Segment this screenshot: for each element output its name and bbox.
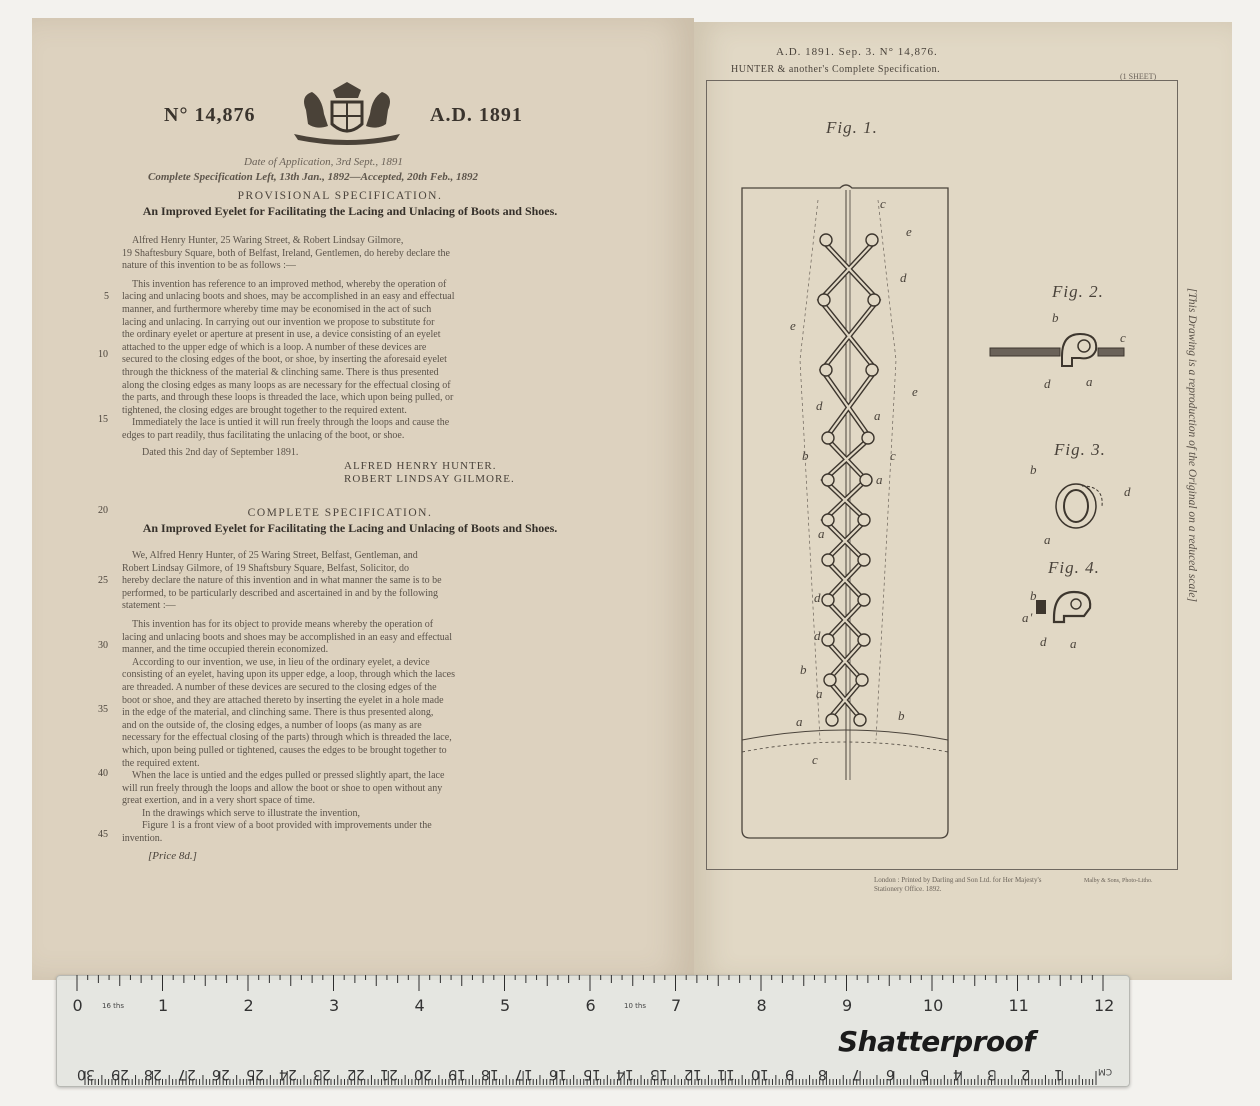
fig1-letter: b bbox=[898, 708, 906, 723]
fig4-letter: a bbox=[1070, 636, 1078, 651]
ruler-cm-label: 3 bbox=[986, 1066, 996, 1082]
ruler-inch-label: 11 bbox=[1008, 996, 1029, 1015]
ruler-cm-label: 30 bbox=[77, 1066, 95, 1082]
provisional-line: through the thickness of the material & clinching same. There is thus presented bbox=[122, 366, 439, 378]
line-number: 15 bbox=[98, 414, 108, 425]
complete-line: lacing and unlacing boots and shoes may be accomplished in an easy and effectual bbox=[122, 631, 452, 643]
ruler-cm-label: 18 bbox=[481, 1066, 500, 1082]
complete-line: which, upon being pulled or tightened, causes the edges to be brought together to bbox=[122, 744, 447, 756]
ruler-cm-label: 14 bbox=[616, 1066, 635, 1082]
complete-line: necessary for the effectual closing of the parts) through which is threaded the lace, bbox=[122, 732, 452, 744]
fig1-letter: c bbox=[880, 196, 887, 211]
fig1-letter: a bbox=[818, 526, 826, 541]
ruler-cm-label: 11 bbox=[717, 1066, 736, 1082]
fig2-letter: a bbox=[1086, 374, 1094, 389]
signers bbox=[344, 460, 515, 486]
fig1-label: Fig. 1. bbox=[826, 118, 878, 137]
patent-year: A.D. 1891 bbox=[430, 104, 523, 126]
complete-line: invention. bbox=[122, 833, 163, 845]
tenths-label: 10 ths bbox=[624, 1002, 646, 1010]
line-number: 5 bbox=[104, 291, 109, 302]
sixteenths-label: 16 ths bbox=[102, 1002, 124, 1010]
complete-line: When the lace is untied and the edges pulled or pressed slightly apart, the lace bbox=[132, 770, 445, 782]
ruler-inch-label: 12 bbox=[1094, 996, 1115, 1015]
complete-line: consisting of an eyelet, having upon its upper edge, a loop, through which the laces bbox=[122, 669, 455, 681]
fig1-letter: a bbox=[876, 472, 884, 487]
provisional-line: lacing and unlacing boots and shoes, may be accomplished in an easy and effectual bbox=[122, 291, 455, 303]
complete-line: manner, and the time occupied therein economized. bbox=[122, 644, 329, 656]
fig2-letter: d bbox=[1044, 376, 1052, 391]
ruler-cm-label: 16 bbox=[548, 1066, 567, 1082]
ruler-cm-label: 7 bbox=[852, 1066, 862, 1082]
signer-2: ROBERT LINDSAY GILMORE. bbox=[344, 473, 515, 485]
fig1-letter: c bbox=[890, 448, 897, 463]
ruler-cm-label: 10 bbox=[751, 1066, 769, 1082]
ruler-inch-label: 9 bbox=[842, 996, 853, 1015]
fig4-letter: b bbox=[1030, 588, 1038, 603]
fig2-label: Fig. 2. bbox=[1052, 282, 1104, 301]
drawing-subheader: HUNTER & another's Complete Specification. bbox=[731, 64, 941, 75]
line-number: 35 bbox=[98, 704, 108, 715]
provisional-heading: PROVISIONAL SPECIFICATION. bbox=[237, 190, 443, 202]
provisional-body bbox=[122, 235, 574, 459]
ruler-inch-label: 2 bbox=[243, 996, 254, 1015]
complete-line: are threaded. A number of these devices are secured to the closing edges of the bbox=[122, 681, 437, 693]
ruler-cm-label: 21 bbox=[380, 1066, 399, 1082]
drawing-header: A.D. 1891. Sep. 3. N° 14,876. bbox=[776, 46, 938, 58]
line-number: 20 bbox=[98, 505, 108, 516]
complete-title: An Improved Eyelet for Facilitating the Lacing and Unlacing of Boots and Shoes. bbox=[142, 521, 558, 535]
line-number: 45 bbox=[98, 829, 108, 840]
fig4-letter: d bbox=[1040, 634, 1048, 649]
complete-line: boot or shoe, and they are attached thereto by inserting the eyelet in a hole made bbox=[122, 694, 444, 706]
complete-line: Robert Lindsay Gilmore, of 19 Shaftsbury Square, Belfast, Solicitor, do bbox=[122, 562, 410, 574]
fig3-letter: b bbox=[1030, 462, 1038, 477]
ruler-cm-label: 27 bbox=[178, 1066, 196, 1082]
fig1-letter: d bbox=[816, 398, 824, 413]
fig1-letter: b bbox=[800, 662, 808, 677]
fig1-letter: d bbox=[814, 590, 822, 605]
provisional-line: the ordinary eyelet or aperture at present in use, a device consisting of an eyelet bbox=[122, 329, 441, 341]
ruler-cm-label: 6 bbox=[885, 1066, 895, 1082]
provisional-line: lacing and unlacing. In carrying out our invention we propose to substitute for bbox=[122, 316, 435, 328]
ruler-cm-label: 17 bbox=[515, 1066, 533, 1082]
ruler-cm-label: 26 bbox=[211, 1066, 230, 1082]
line-number: 40 bbox=[98, 768, 108, 779]
provisional-line: attached to the upper edge of which is a loop. A number of these devices are bbox=[122, 341, 427, 353]
fig3-label: Fig. 3. bbox=[1054, 440, 1106, 459]
ruler-inch-label: 1 bbox=[158, 996, 169, 1015]
provisional-line: 19 Shaftesbury Square, both of Belfast, Ireland, Gentlemen, do hereby declare the bbox=[122, 247, 450, 259]
line-number: 25 bbox=[98, 575, 108, 586]
patent-number: N° 14,876 bbox=[164, 104, 256, 126]
ruler-inch-label: 3 bbox=[329, 996, 340, 1015]
complete-heading: COMPLETE SPECIFICATION. bbox=[247, 507, 433, 519]
ruler-cm-label: 28 bbox=[144, 1066, 163, 1082]
provisional-line: edges to part readily, thus facilitating the unlacing of the boot, or shoe. bbox=[122, 429, 405, 441]
fig1-letter: e bbox=[912, 384, 919, 399]
complete-line: performed, to be particularly described and ascertained in and by the following bbox=[122, 587, 438, 599]
signer-1: ALFRED HENRY HUNTER. bbox=[344, 460, 497, 472]
eyelet-section-fig2-icon bbox=[988, 326, 1128, 376]
complete-line: statement :— bbox=[122, 600, 176, 612]
provisional-line: nature of this invention to be as follows :— bbox=[122, 260, 296, 272]
provisional-line: along the closing edges as many loops as are necessary for the effectual closing of bbox=[122, 379, 451, 391]
ruler-inch-label: 8 bbox=[756, 996, 767, 1015]
boot-drawing-icon bbox=[740, 180, 960, 840]
ruler-cm-label: 1 bbox=[1054, 1066, 1064, 1082]
complete-line: the required extent. bbox=[122, 757, 200, 769]
application-date: Date of Application, 3rd Sept., 1891 bbox=[244, 156, 403, 168]
ruler-cm-label: 19 bbox=[447, 1066, 466, 1082]
complete-specification-date: Complete Specification Left, 13th Jan., 1892—Accepted, 20th Feb., 1892 bbox=[148, 171, 478, 183]
ruler-brand: Shatterproof bbox=[838, 1025, 1036, 1058]
complete-line: According to our invention, we use, in lieu of the ordinary eyelet, a device bbox=[132, 656, 430, 668]
lithographer-credit: Malby & Sons, Photo-Litho. bbox=[1084, 878, 1153, 884]
cm-unit-label: CM bbox=[1098, 1066, 1113, 1076]
complete-line: This invention has for its object to provide means whereby the operation of bbox=[132, 618, 434, 630]
ruler-inch-label: 5 bbox=[500, 996, 511, 1015]
provisional-line: This invention has reference to an improved method, whereby the operation of bbox=[132, 278, 447, 290]
complete-line: great exertion, and in a very short space of time. bbox=[122, 795, 315, 807]
fig3-letter: a bbox=[1044, 532, 1052, 547]
ruler-cm-label: 2 bbox=[1020, 1066, 1030, 1082]
complete-line: and on the outside of, the closing edges, a number of loops (as many as are bbox=[122, 719, 422, 731]
provisional-line: the parts, and through these loops is threaded the lace, which upon being pulled, or bbox=[122, 392, 454, 404]
fig3-letter: d bbox=[1124, 484, 1132, 499]
provisional-line: manner, and furthermore whereby time may be economised in the act of such bbox=[122, 303, 432, 315]
provisional-line: Dated this 2nd day of September 1891. bbox=[142, 446, 299, 458]
provisional-line: Immediately the lace is untied it will run freely through the loops and cause the bbox=[132, 417, 450, 429]
line-number: 10 bbox=[98, 349, 108, 360]
complete-line: In the drawings which serve to illustrate the invention, bbox=[142, 807, 361, 819]
ruler-inch-label: 0 bbox=[72, 996, 83, 1015]
ruler-cm-label: 9 bbox=[784, 1066, 794, 1082]
ruler-cm-label: 22 bbox=[346, 1066, 365, 1082]
fig2-letter: c bbox=[1120, 330, 1127, 345]
ruler-cm-label: 13 bbox=[649, 1066, 668, 1082]
line-number: 30 bbox=[98, 640, 108, 651]
ruler-cm-label: 4 bbox=[953, 1066, 963, 1082]
fig1-letter: a bbox=[796, 714, 804, 729]
fig4-label: Fig. 4. bbox=[1048, 558, 1100, 577]
fig1-letter: b bbox=[802, 448, 810, 463]
ruler-cm-label: 23 bbox=[312, 1066, 331, 1082]
fig4-letter: a' bbox=[1022, 610, 1034, 625]
fig1-letter: d bbox=[900, 270, 908, 285]
ruler-cm-label: 5 bbox=[919, 1066, 929, 1082]
fig1-letter: d bbox=[814, 628, 822, 643]
fig1-letter: e bbox=[906, 224, 913, 239]
sheet-label: (1 SHEET) bbox=[1120, 72, 1157, 81]
provisional-title: An Improved Eyelet for Facilitating the Lacing and Unlacing of Boots and Shoes. bbox=[142, 204, 558, 218]
ruler-cm-label: 12 bbox=[683, 1066, 702, 1082]
ruler-cm-label: 25 bbox=[245, 1066, 264, 1082]
complete-line: hereby declare the nature of this invention and in what manner the same is to be bbox=[122, 575, 442, 587]
complete-body bbox=[122, 550, 574, 846]
ruler-inch-label: 4 bbox=[414, 996, 425, 1015]
printer-credit: London : Printed by Darling and Son Ltd. for Her Majesty's Stationery Office. 1892. bbox=[874, 876, 1042, 893]
ruler-cm-label: 15 bbox=[582, 1066, 601, 1082]
fig1-letter: a bbox=[874, 408, 882, 423]
ruler-cm-label: 20 bbox=[414, 1066, 432, 1082]
royal-coat-of-arms-icon bbox=[288, 80, 406, 146]
eyelet-section-fig4-icon bbox=[1034, 586, 1114, 628]
fig1-letter: a bbox=[816, 686, 824, 701]
ruler-cm-label: 8 bbox=[818, 1066, 828, 1082]
ruler-cm-label: 29 bbox=[110, 1066, 129, 1082]
reproduction-note: [This Drawing is a reproduction of the Original on a reduced scale] bbox=[1186, 288, 1198, 603]
complete-line: We, Alfred Henry Hunter, of 25 Waring Street, Belfast, Gentleman, and bbox=[132, 550, 418, 561]
ruler-cm-label: 24 bbox=[279, 1066, 298, 1082]
eyelet-section-fig3-icon bbox=[1046, 476, 1112, 534]
ruler-inch-label: 7 bbox=[671, 996, 682, 1015]
complete-line: in the edge of the material, and clinching same. There is thus presented along, bbox=[122, 707, 434, 719]
provisional-line: tightened, the closing edges are brought together to the required extent. bbox=[122, 404, 407, 416]
provisional-line: secured to the closing edges of the boot, or shoe, by inserting the aforesaid eyelet bbox=[122, 354, 447, 366]
ruler-inch-label: 6 bbox=[585, 996, 596, 1015]
ruler-inch-label: 10 bbox=[923, 996, 944, 1015]
price: [Price 8d.] bbox=[148, 850, 197, 862]
fig1-letter: e bbox=[790, 318, 797, 333]
fig1-letter: c bbox=[812, 752, 819, 767]
complete-line: Figure 1 is a front view of a boot provided with improvements under the bbox=[142, 820, 432, 832]
provisional-line: Alfred Henry Hunter, 25 Waring Street, & Robert Lindsay Gilmore, bbox=[132, 235, 404, 246]
fig2-letter: b bbox=[1052, 310, 1060, 325]
complete-line: will run freely through the loops and allow the boot or shoe to open without any bbox=[122, 782, 443, 794]
